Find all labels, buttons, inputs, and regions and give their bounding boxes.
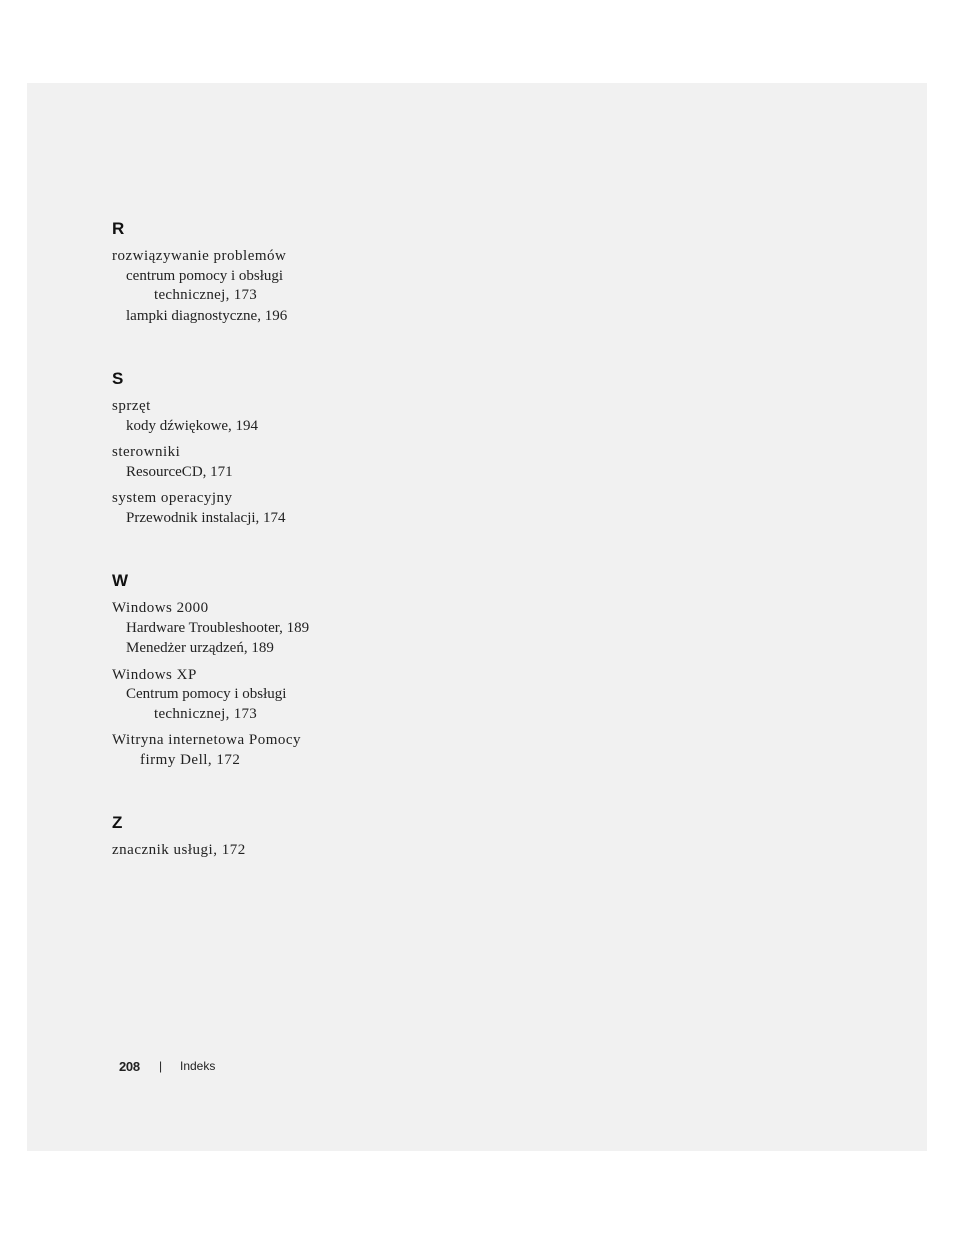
index-entry xyxy=(112,489,432,528)
entry-sub: Przewodnik instalacji, 174 xyxy=(126,509,286,526)
entry-main: znacznik usługi, 172 xyxy=(112,842,246,858)
section-letter: W xyxy=(112,571,129,590)
index-entry xyxy=(112,247,432,326)
section-letter: R xyxy=(112,219,125,238)
index-entry xyxy=(112,443,432,482)
entry-sub-continuation: technicznej, 173 xyxy=(154,287,258,303)
section-letter: S xyxy=(112,369,124,388)
entry-sub: lampki diagnostyczne, 196 xyxy=(126,307,288,324)
document-page xyxy=(27,83,927,1151)
entry-main: Witryna internetowa Pomocy xyxy=(112,732,302,748)
footer-title: Indeks xyxy=(180,1059,216,1073)
entry-main: Windows 2000 xyxy=(112,600,209,616)
entry-sub: centrum pomocy i obsługi xyxy=(126,267,284,284)
entry-sub: Menedżer urządzeń, 189 xyxy=(126,640,274,656)
section-letter: Z xyxy=(112,813,123,832)
footer-separator: | xyxy=(159,1059,163,1073)
entry-main: sterowniki xyxy=(112,444,181,460)
index-entry xyxy=(112,841,432,861)
index-entry xyxy=(112,731,432,770)
page-number: 208 xyxy=(119,1059,140,1074)
entry-sub: Centrum pomocy i obsługi xyxy=(126,686,287,702)
entry-sub-continuation: technicznej, 173 xyxy=(154,705,258,722)
index-section-s xyxy=(112,369,432,528)
index-section-r xyxy=(112,219,432,326)
entry-main: system operacyjny xyxy=(112,490,233,506)
index-section-w xyxy=(112,571,432,770)
index-entry xyxy=(112,666,432,725)
index-content xyxy=(112,219,432,868)
entry-continuation: firmy Dell, 172 xyxy=(140,751,241,768)
entry-sub: kody dźwiękowe, 194 xyxy=(126,417,259,434)
index-entry xyxy=(112,397,432,436)
index-section-z xyxy=(112,813,432,861)
entry-sub: ResourceCD, 171 xyxy=(126,463,233,480)
entry-main: sprzęt xyxy=(112,398,151,414)
entry-main: Windows XP xyxy=(112,666,197,683)
entry-sub: Hardware Troubleshooter, 189 xyxy=(126,619,310,636)
entry-main: rozwiązywanie problemów xyxy=(112,248,287,264)
index-entry xyxy=(112,599,432,659)
